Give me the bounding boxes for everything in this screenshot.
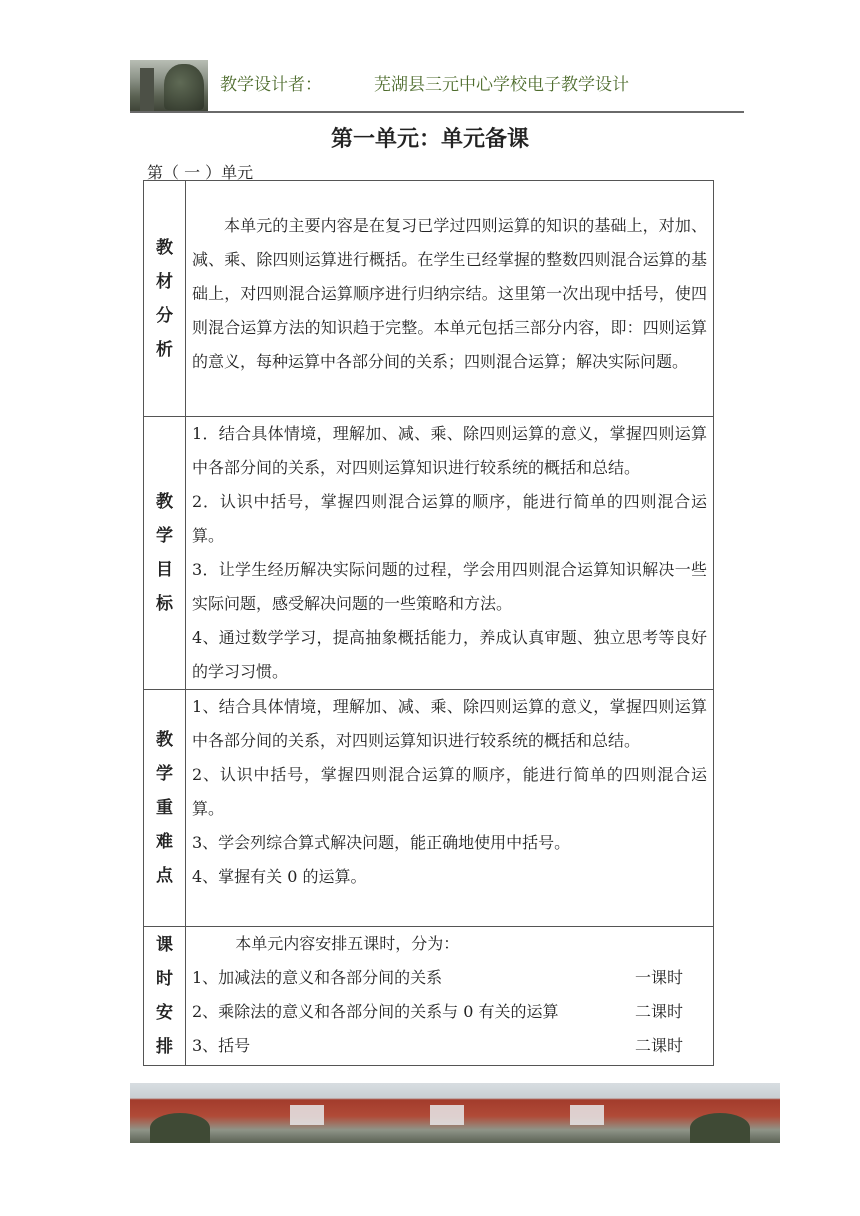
label-char: 教 xyxy=(156,492,173,512)
analysis-row xyxy=(144,181,714,417)
goals-row xyxy=(144,417,714,690)
label-char: 析 xyxy=(156,339,173,360)
label-char: 难 xyxy=(156,832,173,852)
school-title: 芜湖县三元中心学校电子教学设计 xyxy=(374,75,629,95)
designer-label: 教学设计者： xyxy=(220,75,322,95)
key-point-item: 1、结合具体情境，理解加、减、乘、除四则运算的意义，掌握四则运算中各部分间的关系，对四则运算知识进行较系统的概括和总结。 xyxy=(192,697,707,750)
label-char: 重 xyxy=(156,798,173,818)
key-points-content xyxy=(186,690,714,927)
label-char: 分 xyxy=(156,305,173,326)
goal-item: 4、通过数学学习，提高抽象概括能力，养成认真审题、独立思考等良好的学习习惯。 xyxy=(192,628,707,681)
key-points-row xyxy=(144,690,714,927)
page-title: 第一单元：单元备课 xyxy=(330,127,529,152)
schedule-item xyxy=(192,961,707,995)
key-point-item: 3、学会列综合算式解决问题，能正确地使用中括号。 xyxy=(192,833,571,852)
schedule-item xyxy=(192,995,707,1029)
unit-plan-table xyxy=(143,180,714,1066)
schedule-topic: 3、括号 xyxy=(192,1036,251,1055)
photo-tower xyxy=(140,68,154,112)
key-point-item: 4、掌握有关 0 的运算。 xyxy=(192,867,367,886)
schedule-topic: 1、加减法的意义和各部分间的关系 xyxy=(192,968,443,987)
key-points-label xyxy=(144,690,186,927)
analysis-text: 本单元的主要内容是在复习已学过四则运算的知识的基础上，对加、减、乘、除四则运算进行概括。在学生已经掌握的整数四则混合运算的基础上，对四则混合运算顺序进行归纳宗结。这里第一次出现中括号，使四则混合运算方法的知识趋于完整。本单元包括三部分内容，即：四则运算的意义，每种运算中各部分间的关系；四则混合运算；解决实际问题。 xyxy=(192,216,707,371)
label-char: 排 xyxy=(156,1037,173,1057)
schedule-hours: 一课时 xyxy=(634,968,683,987)
photo-window xyxy=(570,1105,604,1125)
label-char: 教 xyxy=(156,237,173,258)
label-char: 标 xyxy=(156,594,173,614)
photo-window xyxy=(430,1105,464,1125)
label-char: 点 xyxy=(156,866,173,886)
schedule-item xyxy=(192,1029,707,1063)
schedule-hours: 二课时 xyxy=(634,1036,683,1055)
schedule-content xyxy=(186,927,714,1066)
label-char: 目 xyxy=(156,560,173,580)
header-divider xyxy=(130,111,744,113)
schedule-intro: 本单元内容安排五课时，分为： xyxy=(235,934,460,953)
label-char: 材 xyxy=(156,271,173,292)
goal-item: 1．结合具体情境，理解加、减、乘、除四则运算的意义，掌握四则运算中各部分间的关系，对四则运算知识进行较系统的概括和总结。 xyxy=(192,424,707,477)
header-school-photo xyxy=(130,60,208,112)
schedule-row xyxy=(144,927,714,1066)
schedule-hours: 二课时 xyxy=(634,1002,683,1021)
photo-tree xyxy=(164,64,204,110)
unit-number-line: 第（ 一 ）单元 xyxy=(147,163,254,182)
schedule-label xyxy=(144,927,186,1066)
label-char: 学 xyxy=(156,526,173,546)
goals-label xyxy=(144,417,186,690)
goal-item: 2．认识中括号，掌握四则混合运算的顺序，能进行简单的四则混合运算。 xyxy=(192,492,707,545)
photo-tree xyxy=(150,1113,210,1143)
label-char: 课 xyxy=(156,935,173,955)
footer-school-building-photo xyxy=(130,1083,780,1143)
analysis-label xyxy=(144,181,186,417)
photo-window xyxy=(290,1105,324,1125)
goals-content xyxy=(186,417,714,690)
schedule-topic: 2、乘除法的意义和各部分间的关系与 0 有关的运算 xyxy=(192,1002,559,1021)
label-char: 安 xyxy=(156,1003,173,1023)
label-char: 学 xyxy=(156,764,173,784)
label-char: 时 xyxy=(156,969,173,989)
photo-tree xyxy=(690,1113,750,1143)
key-point-item: 2、认识中括号，掌握四则混合运算的顺序，能进行简单的四则混合运算。 xyxy=(192,765,707,818)
goal-item: 3．让学生经历解决实际问题的过程，学会用四则混合运算知识解决一些实际问题，感受解决问题的一些策略和方法。 xyxy=(192,560,707,613)
analysis-content xyxy=(186,181,714,417)
label-char: 教 xyxy=(156,730,173,750)
